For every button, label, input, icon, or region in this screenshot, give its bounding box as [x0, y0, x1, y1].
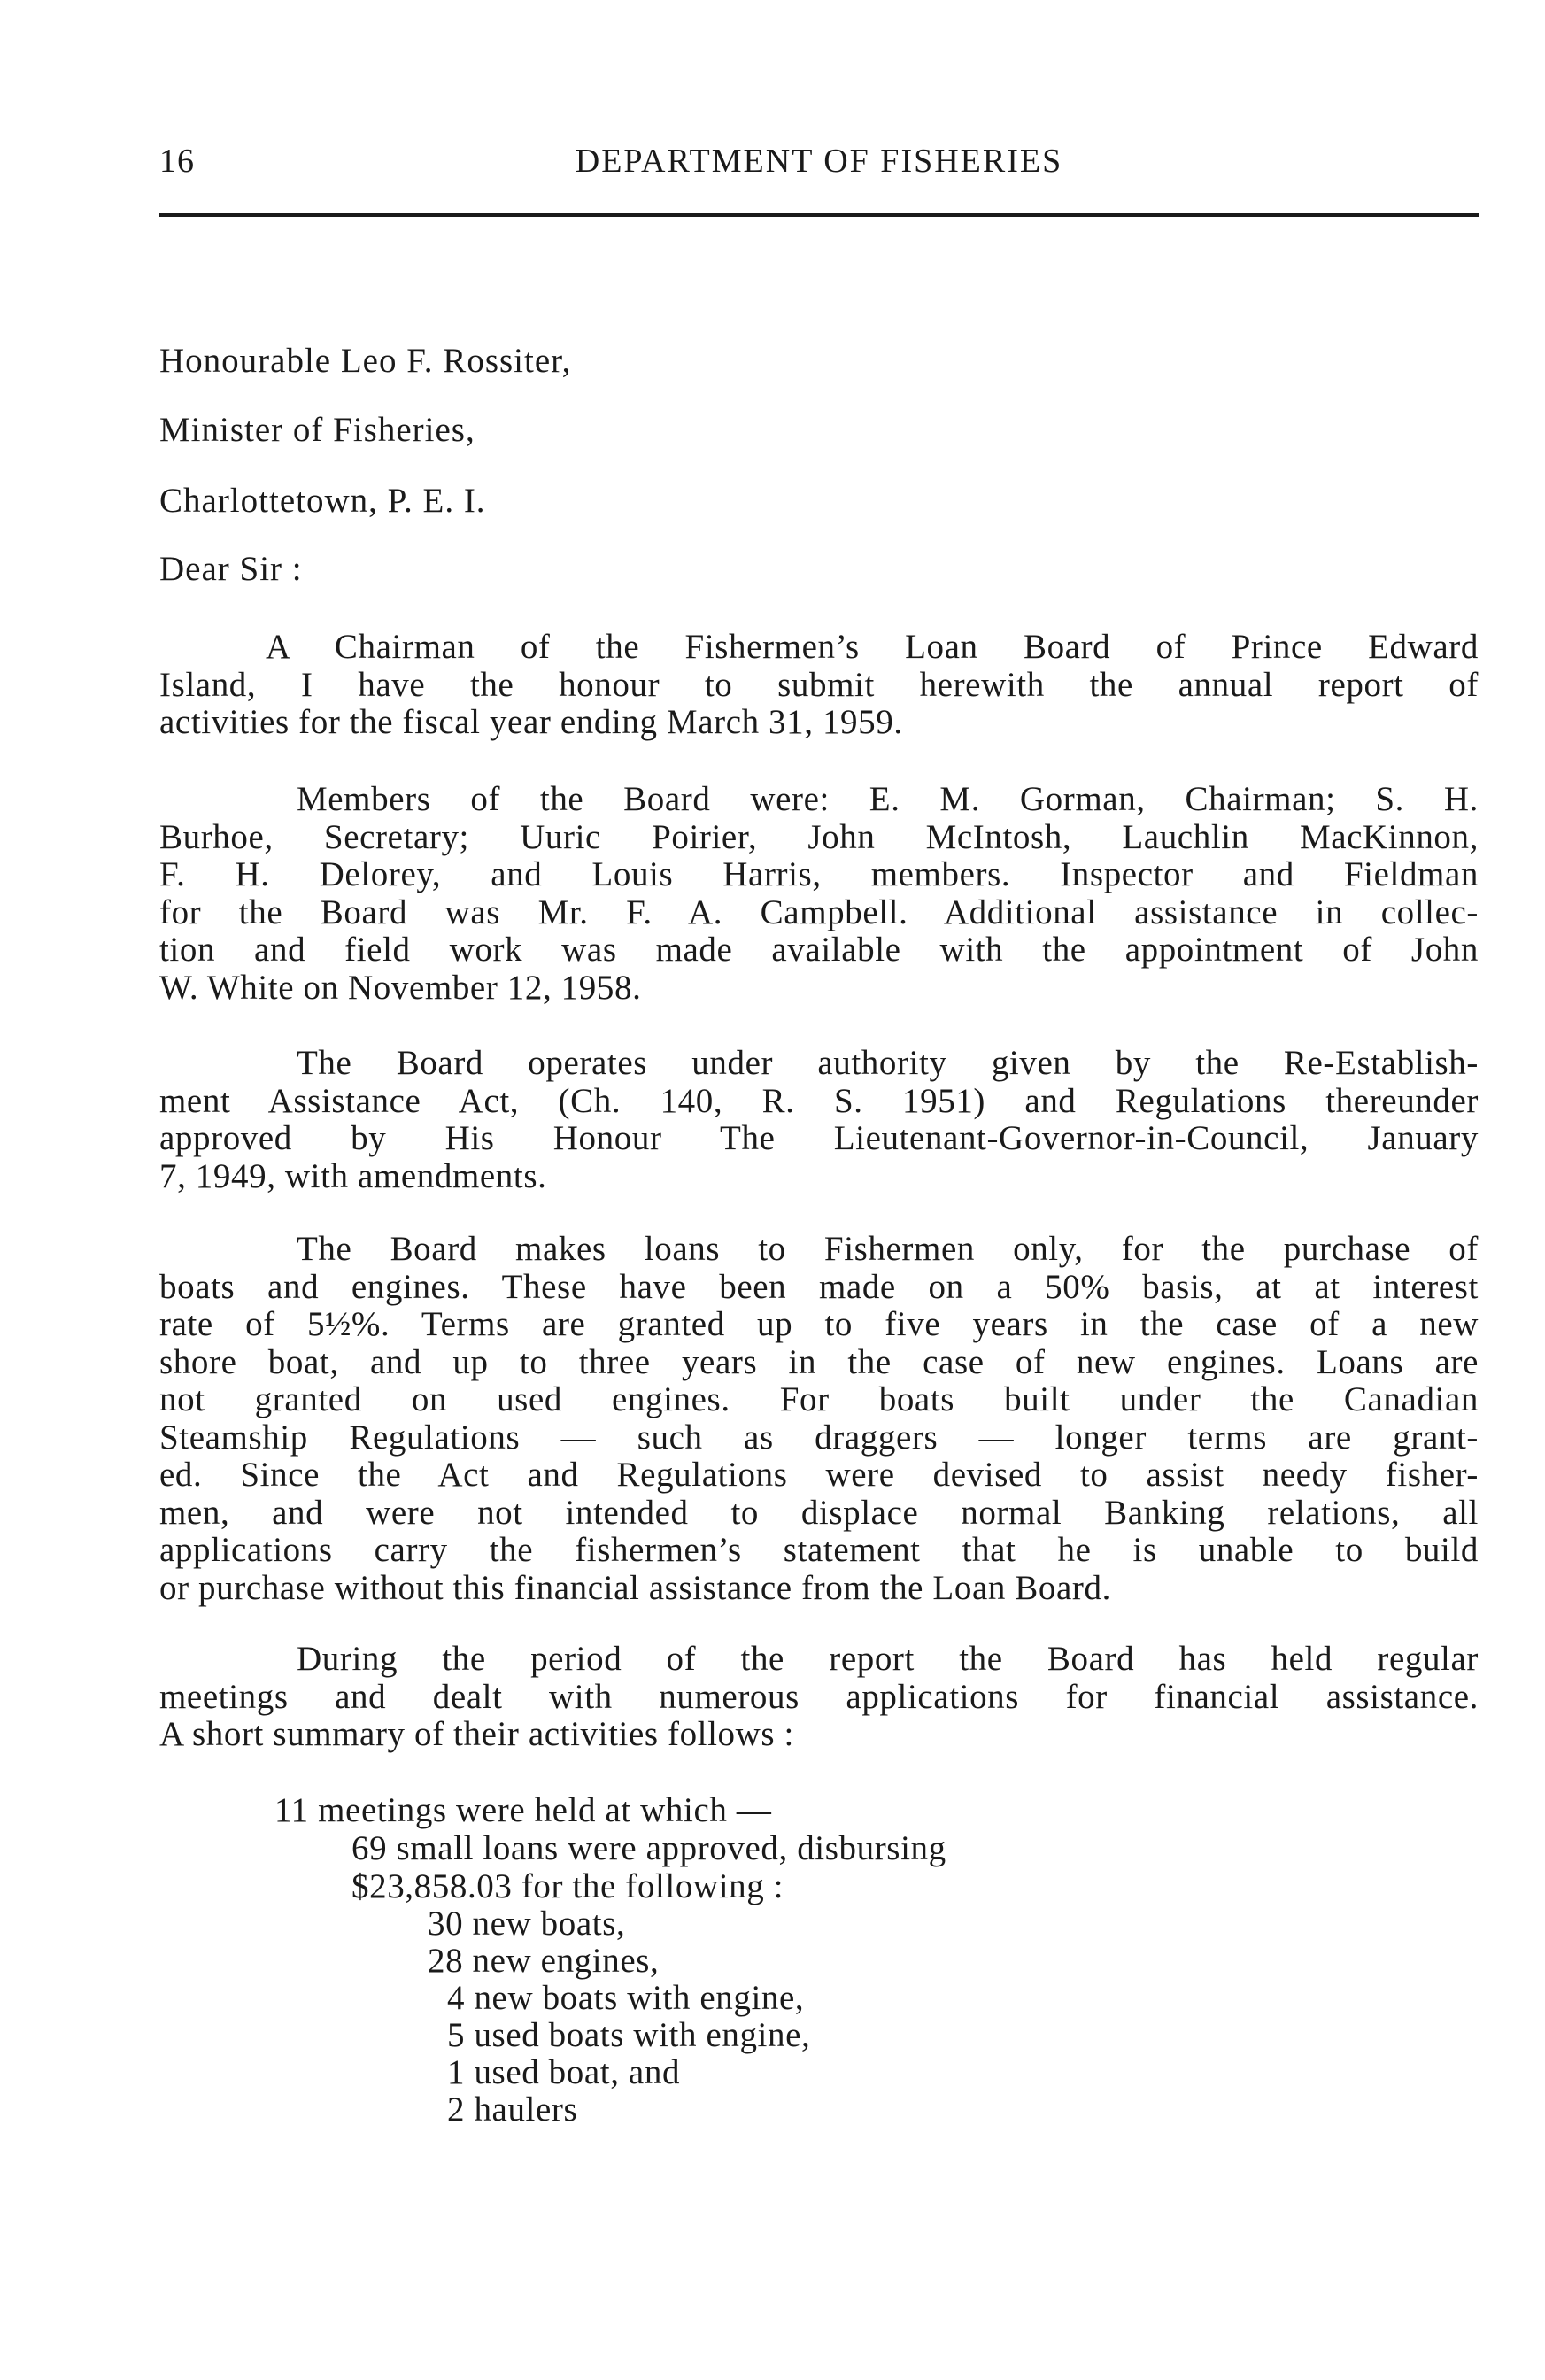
summary-item: 2 haulers	[447, 2090, 578, 2129]
paragraph-line: A Chairman of the Fishermen’s Loan Board of Prince Edward	[266, 628, 1479, 666]
paragraph-authority	[159, 1045, 1479, 1195]
paragraph-line: approved by His Honour The Lieutenant-Governor-in-Council, January	[159, 1119, 1479, 1157]
paragraph-line: for the Board was Mr. F. A. Campbell. Additional assistance in collec-	[159, 892, 1479, 931]
page-number: 16	[159, 143, 195, 180]
addressee-location: Charlottetown, P. E. I.	[159, 482, 486, 520]
paragraph-line: men, and were not intended to displace normal Banking relations, all	[159, 1493, 1479, 1532]
paragraph-line: or purchase without this financial assistance from the Loan Board.	[159, 1568, 1111, 1607]
summary-loans: 69 small loans were approved, disbursing	[351, 1829, 946, 1867]
paragraph-line: tion and field work was made available with the appointment of John	[159, 931, 1479, 969]
addressee-name: Honourable Leo F. Rossiter,	[159, 342, 572, 380]
running-title: DEPARTMENT OF FISHERIES	[575, 143, 1063, 180]
paragraph-line: ed. Since the Act and Regulations were devised to assist needy fisher-	[159, 1456, 1479, 1494]
paragraph-line: Island, I have the honour to submit herewith the annual report of	[159, 665, 1479, 704]
paragraph-intro	[159, 629, 1479, 742]
paragraph-line: During the period of the report the Board has held regular	[297, 1640, 1479, 1678]
paragraph-line: shore boat, and up to three years in the case of new engines. Loans are	[159, 1342, 1479, 1381]
summary-item: 28 new engines,	[428, 1942, 660, 1980]
paragraph-line: meetings and dealt with numerous applications for financial assistance.	[159, 1677, 1479, 1716]
paragraph-line: ment Assistance Act, (Ch. 140, R. S. 1951) and Regulations thereunder	[159, 1081, 1479, 1120]
paragraph-line: not granted on used engines. For boats built under the Canadian	[159, 1380, 1479, 1418]
paragraph-line: F. H. Delorey, and Louis Harris, members. Inspector and Fieldman	[159, 855, 1479, 893]
summary-item: 30 new boats,	[428, 1905, 626, 1943]
page-header	[159, 142, 1479, 195]
summary-amount: $23,858.03 for the following :	[351, 1867, 784, 1905]
paragraph-line: Members of the Board were: E. M. Gorman, Chairman; S. H.	[297, 780, 1479, 818]
paragraph-loans	[159, 1231, 1479, 1607]
paragraph-line: boats and engines. These have been made on a 50% basis, at at interest	[159, 1267, 1479, 1306]
paragraph-line: Burhoe, Secretary; Uuric Poirier, John McIntosh, Lauchlin MacKinnon,	[159, 817, 1479, 856]
paragraph-line: W. White on November 12, 1958.	[159, 968, 642, 1007]
summary-item: 4 new boats with engine,	[447, 1979, 805, 2017]
paragraph-line: The Board makes loans to Fishermen only, for the purchase of	[297, 1230, 1479, 1268]
summary-meetings: 11 meetings were held at which —	[274, 1791, 772, 1829]
addressee-title: Minister of Fisheries,	[159, 411, 475, 449]
paragraph-line: activities for the fiscal year ending March 31, 1959.	[159, 703, 903, 741]
paragraph-line: 7, 1949, with amendments.	[159, 1156, 547, 1195]
paragraph-line: A short summary of their activities follows :	[159, 1715, 794, 1753]
summary-item: 5 used boats with engine,	[447, 2016, 811, 2054]
summary-item: 1 used boat, and	[447, 2053, 681, 2091]
paragraph-summary-intro	[159, 1641, 1479, 1754]
paragraph-line: rate of 5½%. Terms are granted up to five years in the case of a new	[159, 1305, 1479, 1343]
salutation: Dear Sir :	[159, 550, 303, 588]
paragraph-members	[159, 781, 1479, 1007]
header-rule	[159, 212, 1479, 217]
paragraph-line: The Board operates under authority given by the Re-Establish-	[297, 1044, 1479, 1082]
paragraph-line: Steamship Regulations — such as draggers — longer terms are grant-	[159, 1418, 1479, 1457]
paragraph-line: applications carry the fishermen’s statement that he is unable to build	[159, 1531, 1479, 1569]
